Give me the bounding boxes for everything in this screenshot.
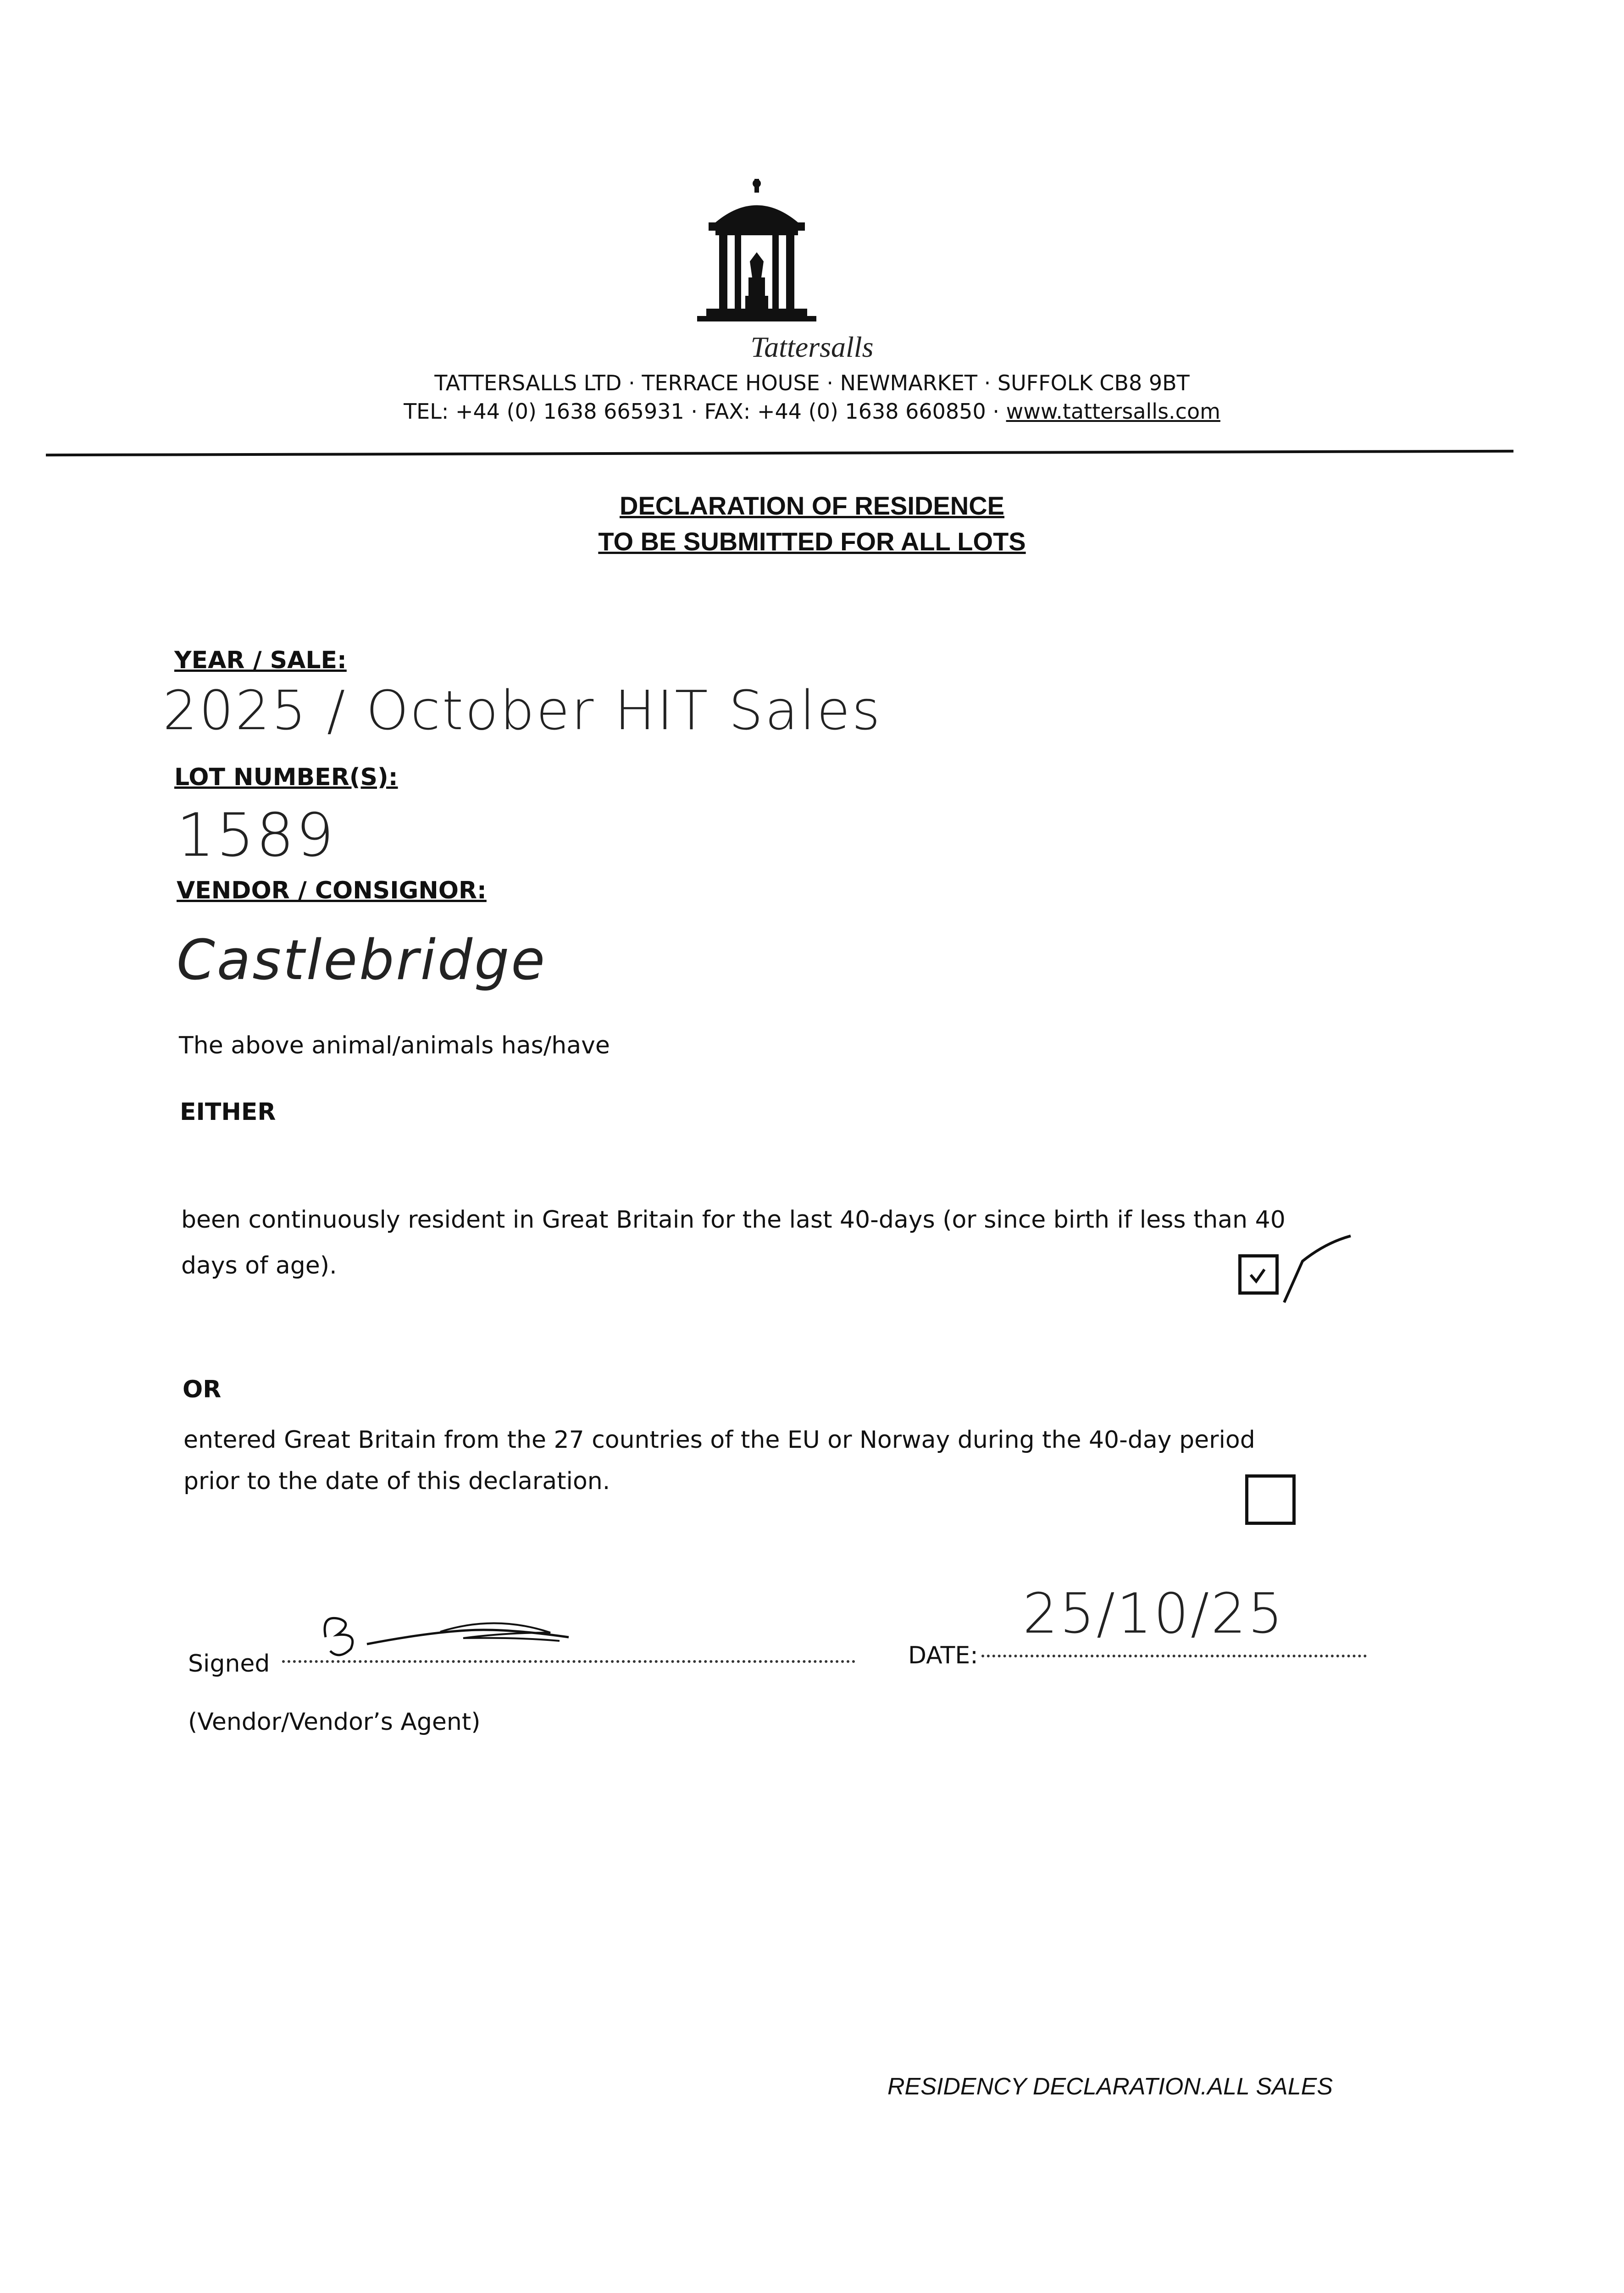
company-address: TATTERSALLS LTD · TERRACE HOUSE · NEWMARKET · SUFFOLK CB8 9BT (434, 371, 1190, 395)
company-contact (0, 399, 1624, 424)
signed-label: Signed (188, 1650, 270, 1678)
lot-numbers-label: LOT NUMBER(S): (174, 764, 398, 791)
option1-checkbox[interactable] (1238, 1254, 1279, 1295)
document-reference: RESIDENCY DECLARATION.ALL SALES (887, 2073, 1333, 2100)
year-sale-label: YEAR / SALE: (174, 647, 347, 674)
or-label: OR (183, 1376, 222, 1403)
check-mark-icon (1242, 1257, 1275, 1291)
brand-name: Tattersalls (750, 331, 874, 363)
date-value[interactable]: 25/10/25 (1023, 1582, 1285, 1646)
signed-role: (Vendor/Vendor’s Agent) (188, 1708, 481, 1736)
form-subtitle: TO BE SUBMITTED FOR ALL LOTS (598, 527, 1026, 556)
date-line (981, 1655, 1367, 1657)
tattersalls-logo-icon (697, 179, 816, 335)
signature-image-icon[interactable] (312, 1605, 587, 1669)
lot-numbers-value[interactable]: 1589 (177, 800, 336, 870)
option2-text-line2: prior to the date of this declaration. (183, 1468, 610, 1495)
option1-text-line2: days of age). (181, 1252, 337, 1279)
vendor-value[interactable]: Castlebridge (177, 929, 547, 992)
option2-text-line1: entered Great Britain from the 27 countries of the EU or Norway during the 40-day period (183, 1426, 1255, 1454)
date-label: DATE: (908, 1642, 978, 1669)
check-stroke-icon (1275, 1229, 1353, 1307)
vendor-label: VENDOR / CONSIGNOR: (177, 877, 487, 904)
either-label: EITHER (180, 1098, 276, 1126)
header-divider (46, 450, 1513, 456)
form-title: DECLARATION OF RESIDENCE (620, 491, 1004, 520)
website-link[interactable]: www.tattersalls.com (1006, 399, 1220, 424)
year-sale-value[interactable]: 2025 / October HIT Sales (163, 679, 882, 742)
option2-checkbox[interactable] (1245, 1474, 1296, 1525)
option1-text-line1: been continuously resident in Great Britain for the last 40-days (or since birth if less than 40 (181, 1206, 1286, 1234)
contact-numbers: TEL: +44 (0) 1638 665931 · FAX: +44 (0) 1638 660850 · (404, 399, 999, 424)
intro-text: The above animal/animals has/have (179, 1032, 610, 1059)
